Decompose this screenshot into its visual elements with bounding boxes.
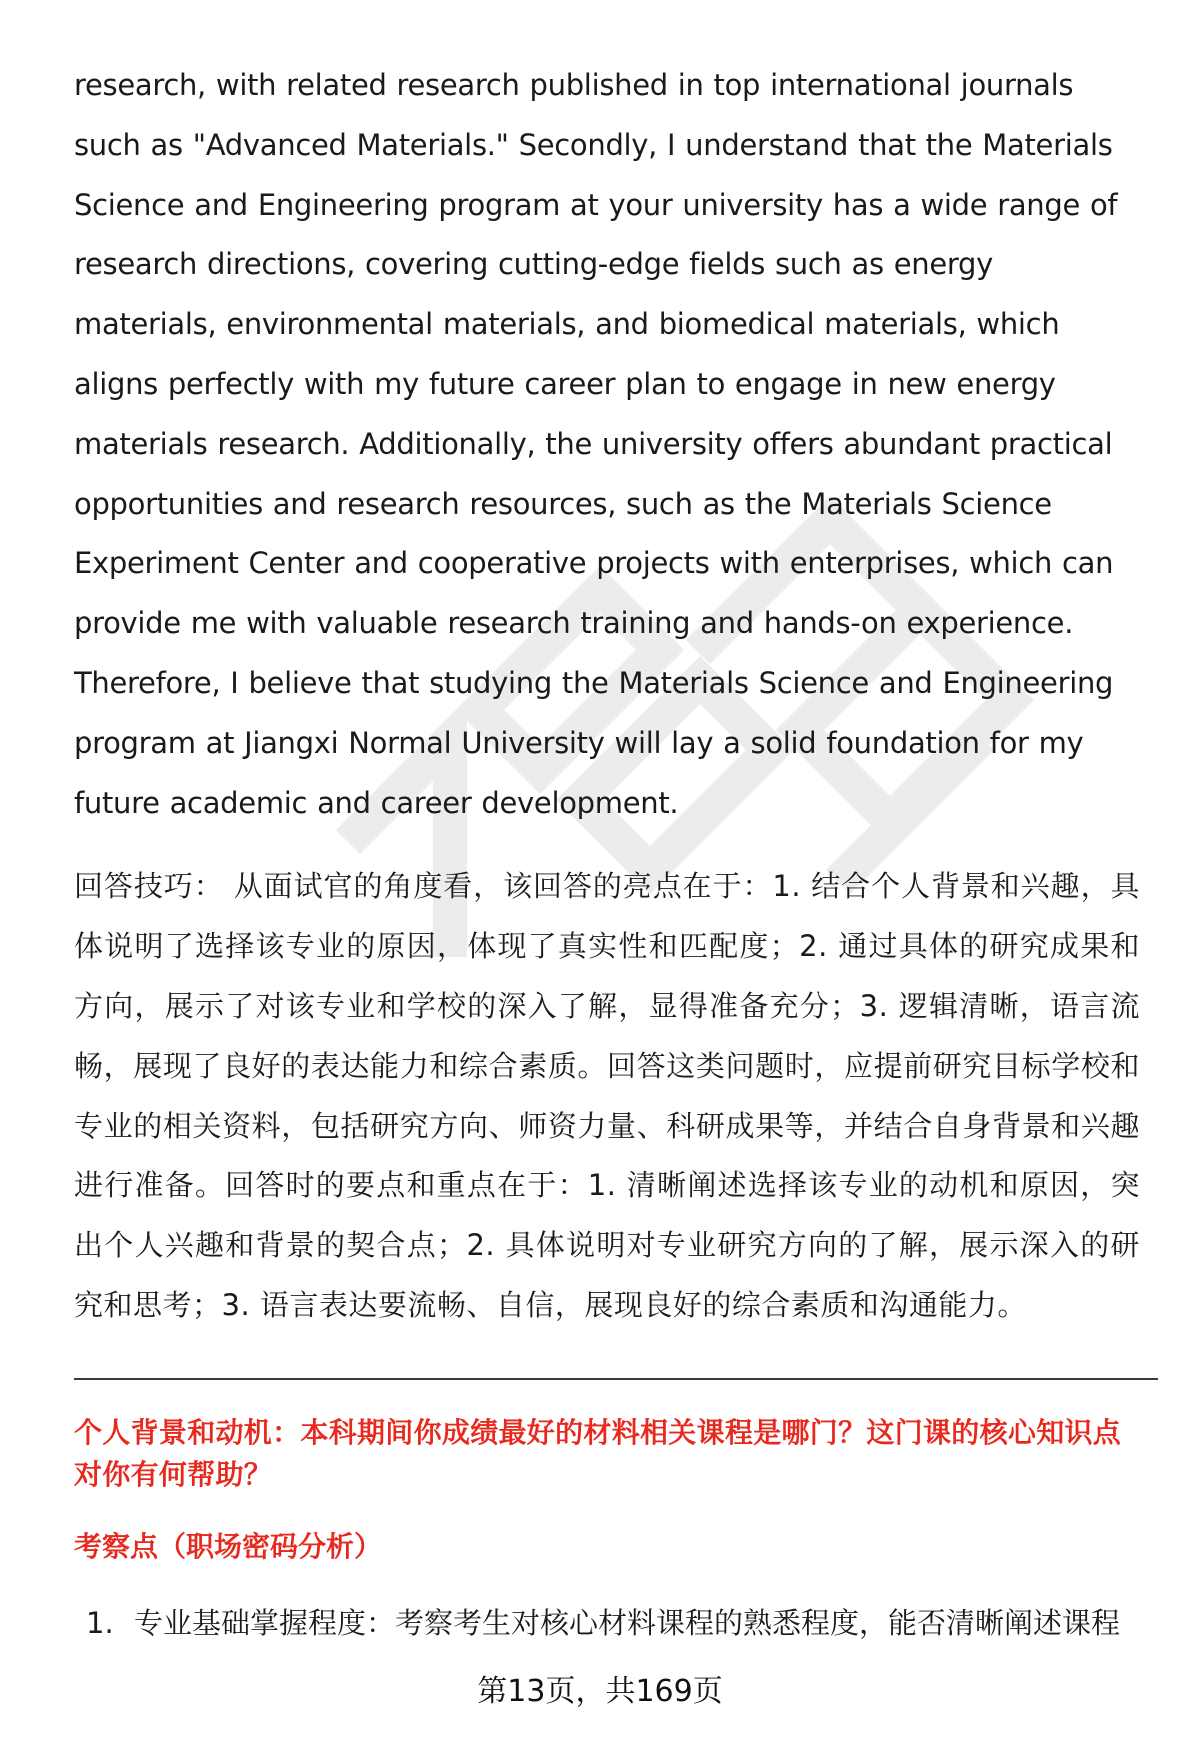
answer-tips-paragraph: 回答技巧： 从面试官的角度看，该回答的亮点在于：1. 结合个人背景和兴趣，具体说明了选择该专业的原因，体现了真实性和匹配度；2. 通过具体的研究成果和方向，展示了对该专业和学校的深入了解，显得准备充分；3. 逻辑清晰，语言流畅，展现了良好的表达能力和综合素质。回答这类问题时，应提前研究目标学校和专业的相关资料，包括研究方向、师资力量、科研成果等，并结合自身背景和兴趣进行准备。回答时的要点和重点在于：1. 清晰阐述选择该专业的动机和原因，突出个人兴趣和背景的契合点；2. 具体说明对专业研究方向的了解，展示深入的研究和思考；3. 语言表达要流畅、自信，展现良好的综合素质和沟通能力。 <box>74 869 1140 1322</box>
page-footer: 第13页，共169页 <box>477 1674 723 1709</box>
list-item <box>74 1602 1140 1644</box>
analysis-heading: 考察点（职场密码分析） <box>74 1529 383 1563</box>
list-item-number: 1. <box>86 1605 114 1640</box>
section-divider <box>74 1378 1158 1380</box>
document-content <box>74 56 1140 1644</box>
english-answer-paragraph: research, with related research published in top international journals such as "Advanced Materials." Secondly, I understand that the Materials Science and Engineering program at your university has a wide range of research directions, covering cutting-edge fields such as energy materials, environmental materials, and biomedical materials, which aligns perfectly with my future career plan to engage in new energy materials research. Additionally, the university offers abundant practical opportunities and research resources, such as the Materials Science Experiment Center and cooperative projects with enterprises, which can provide me with valuable research training and hands-on experience. Therefore, I believe that studying the Materials Science and Engineering program at Jiangxi Normal University will lay a solid foundation for my future academic and career development. <box>74 68 1118 820</box>
list-item-text: 专业基础掌握程度：考察考生对核心材料课程的熟悉程度，能否清晰阐述课程 <box>134 1605 1121 1640</box>
question-title: 个人背景和动机：本科期间你成绩最好的材料相关课程是哪门？这门课的核心知识点对你有何帮助？ <box>74 1415 1122 1491</box>
